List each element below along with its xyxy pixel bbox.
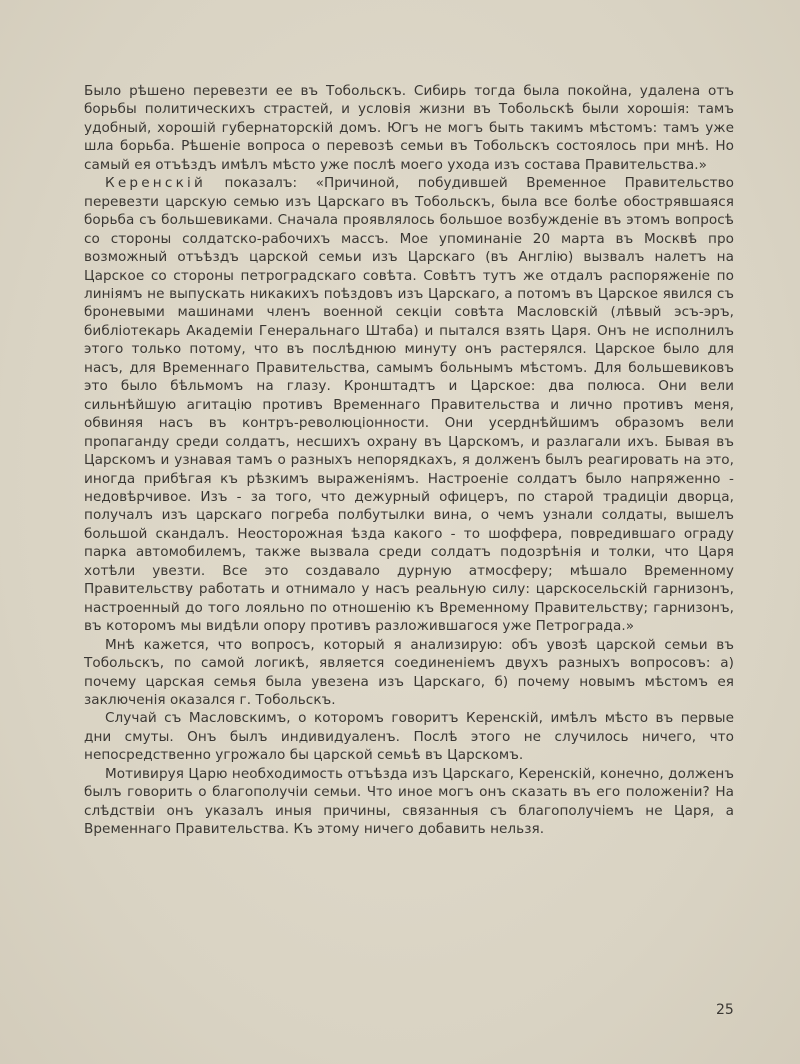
paragraph-1: Было рѣшено перевезти ее въ Тобольскъ. Сибирь тогда была покойна, удалена отъ борьбы политическихъ страстей, и условія жизни въ Тобольскѣ были хорошія: тамъ удобный, хорошій губернаторскій домъ. Югъ не могъ быть такимъ мѣстомъ: тамъ уже шла борьба. Рѣшеніе вопроса о перевозѣ семьи въ Тобольскъ состоялось при мнѣ. Но самый ея отъѣздъ имѣлъ мѣсто уже послѣ моего ухода изъ состава Правительства.» bbox=[84, 83, 734, 173]
paragraph-4: Случай съ Масловскимъ, о которомъ говоритъ Керенскій, имѣлъ мѣсто въ первые дни смуты. Онъ былъ индивидуаленъ. Послѣ этого не случилось ничего, что непосредственно угрожало бы царской семьѣ въ Царскомъ. bbox=[84, 710, 734, 764]
paragraph-2-text: показалъ: «Причиной, побудившей Временное Правительство перевезти царскую семью изъ Царскаго въ Тобольскъ, была все болѣе обострявшаяся борьба съ большевиками. Сначала проявлялось большое возбужденіе въ этомъ вопросѣ со стороны солдатско-рабочихъ массъ. Мое упоминаніе 20 марта въ Москвѣ про возможный отъѣздъ царской семьи изъ Царскаго (въ Англію) вызвалъ налетъ на Царское со стороны петроградскаго совѣта. Совѣтъ тутъ же отдалъ распоряженіе по линіямъ не выпускать никакихъ поѣздовъ изъ Царскаго, а потомъ въ Царское явился съ броневыми машинами членъ военной секціи совѣта Масловскій (лѣвый эсъ-эръ, библіотекарь Академіи Генеральнаго Штаба) и пытался взять Царя. Онъ не исполнилъ этого только потому, что въ послѣднюю минуту онъ растерялся. Царское было для насъ, для Временнаго Правительства, самымъ больнымъ мѣстомъ. Для большевиковъ это было бѣльмомъ на глазу. Кронштадтъ и Царское: два полюса. Они вели сильнѣйшую агитацію противъ Временнаго Правительства и лично противъ меня, обвиняя насъ въ контръ-революціонности. Они усерднѣйшимъ образомъ вели пропаганду среди солдатъ, несшихъ охрану въ Царскомъ, и разлагали ихъ. Бывая въ Царскомъ и узнавая тамъ о разныхъ непорядкахъ, я долженъ былъ реагировать на это, иногда прибѣгая къ рѣзкимъ выраженіямъ. Настроеніе солдатъ было напряженно - недовѣрчивое. Изъ - за того, что дежурный офицеръ, по старой традиціи дворца, получалъ изъ царскаго погреба полбутылки вина, о чемъ узнали солдаты, вышелъ большой скандалъ. Неосторожная ѣзда какого - то шоффера, повредившаго ограду парка автомобилемъ, также вызвала среди солдатъ подозрѣнія и толки, что Царя хотѣли увезти. Все это создавало дурную атмосферу; мѣшало Временному Правительству работать и отнимало у насъ реальную силу: царскосельскій гарнизонъ, настроенный до того лояльно по отношенію къ Временному Правительству; гарнизонъ, въ которомъ мы видѣли опору противъ разложившагося уже Петрограда.» bbox=[84, 175, 734, 635]
body-text bbox=[84, 82, 734, 839]
speaker-name: Керенскій bbox=[105, 175, 206, 192]
page-number: 25 bbox=[716, 1002, 734, 1018]
paragraph-2 bbox=[84, 174, 734, 635]
paragraph-3: Мнѣ кажется, что вопросъ, который я анализирую: объ увозѣ царской семьи въ Тобольскъ, по самой логикѣ, является соединеніемъ двухъ разныхъ вопросовъ: а) почему царская семья была увезена изъ Царскаго, б) почему новымъ мѣстомъ ея заключенія оказался г. Тобольскъ. bbox=[84, 636, 734, 708]
paragraph-5: Мотивируя Царю необходимость отъѣзда изъ Царскаго, Керенскій, конечно, долженъ былъ говорить о благополучіи семьи. Что иное могъ онъ сказать въ его положеніи? На слѣдствіи онъ указалъ иныя причины, связанныя съ благополучіемъ не Царя, а Временнаго Правительства. Къ этому ничего добавить нельзя. bbox=[84, 765, 734, 838]
